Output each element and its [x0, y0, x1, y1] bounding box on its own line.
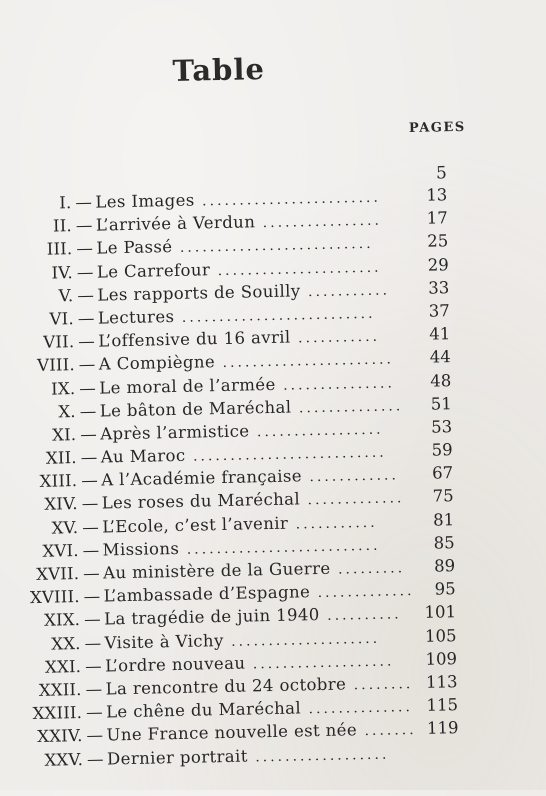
toc-entry-title: Une France nouvelle est née .......	[106, 720, 417, 745]
toc-entry-number: XXI.	[44, 656, 82, 677]
toc-entry-number: IV.	[51, 262, 74, 283]
toc-leader-dots: .......	[356, 722, 417, 740]
toc-entry-dash: —	[82, 517, 99, 537]
toc-leader-dots: ..........................	[185, 444, 387, 465]
toc-entry-number: XXII.	[38, 679, 82, 700]
toc-leader-dots: .............	[299, 490, 405, 509]
toc-entry-title: Missions ..........................	[102, 537, 381, 560]
toc-entry-title: L’offensive du 16 avril ...........	[98, 327, 381, 351]
toc-entry-page: 44	[429, 347, 451, 367]
toc-entry-number: XIII.	[39, 471, 78, 492]
toc-entry-page: 13	[426, 185, 448, 205]
toc-entry-title: Visite à Vichy ....................	[104, 630, 381, 653]
toc-entry-page: 25	[427, 231, 449, 252]
toc-entry-title: Le chêne du Maréchal ..............	[105, 698, 414, 722]
toc-leader-dots: ......................	[210, 259, 382, 279]
toc-entry-dash: —	[86, 725, 104, 746]
toc-entry-page: 67	[431, 463, 454, 483]
toc-entry-title: Le moral de l’armée ...............	[99, 374, 396, 398]
toc-entry-title: La tragédie de juin 1940 ..........	[103, 605, 402, 629]
toc-entry-title: A Compiègne .......................	[98, 351, 395, 374]
toc-entry-number: III.	[46, 239, 73, 260]
toc-entry-dash: —	[75, 215, 93, 236]
toc-entry-dash: —	[85, 679, 103, 699]
toc-leader-dots: .......................	[214, 351, 395, 372]
toc-entry-dash: —	[84, 633, 102, 653]
toc-entry-number: X.	[58, 401, 76, 422]
toc-entry-dash: —	[83, 586, 101, 607]
toc-entry-title: L’ordre nouveau ...................	[104, 653, 395, 676]
toc-leader-dots: ..........................	[172, 236, 374, 257]
first-page-number: 5	[435, 163, 448, 184]
toc-entry-title: L’Ecole, c’est l’avenir ...........	[101, 513, 378, 537]
toc-entry-page: 101	[424, 602, 457, 623]
toc-leader-dots: .........	[330, 560, 406, 578]
toc-entry-dash: —	[78, 354, 96, 375]
toc-entry-dash: —	[80, 447, 98, 468]
toc-entry-title: Le Carrefour ......................	[96, 259, 382, 282]
toc-entry-title: Les Images ........................	[95, 189, 382, 212]
toc-entry-number: V.	[58, 285, 74, 306]
toc-entry-dash: —	[86, 749, 104, 769]
toc-entry-title: L’ambassade d’Espagne .............	[103, 582, 415, 606]
toc-entry-title: Le Passé ..........................	[96, 236, 374, 258]
toc-entry-title: Dernier portrait ..................	[106, 746, 390, 768]
toc-leader-dots: ...................	[245, 653, 395, 673]
toc-entry-number: XXIII.	[32, 703, 83, 724]
toc-entry-page: 17	[426, 208, 449, 228]
toc-leader-dots: ..............	[300, 699, 414, 718]
toc-entry-number: XVIII.	[29, 587, 80, 608]
toc-entry-page: 81	[432, 509, 455, 530]
toc-leader-dots: .................	[249, 421, 384, 441]
toc-entry-dash: —	[77, 308, 95, 328]
toc-entry-page: 41	[429, 324, 451, 344]
toc-leader-dots: ................	[255, 212, 383, 232]
toc-entry-number: XII.	[45, 448, 77, 468]
toc-entry-title: Lectures ..........................	[97, 305, 376, 328]
toc-entry-title: Les roses du Maréchal .............	[101, 489, 405, 513]
toc-entry-page: 37	[428, 301, 450, 321]
toc-entry-number: VII.	[43, 332, 75, 352]
toc-entry-title: A l’Académie française ............	[101, 466, 400, 490]
toc-entry-title: Au ministère de la Guerre .........	[102, 558, 406, 583]
toc-entry-page: 115	[426, 695, 459, 715]
toc-leader-dots: ...........	[290, 328, 381, 347]
toc-entry-title: L’arrivée à Verdun ................	[95, 212, 383, 235]
toc-leader-dots: ...........	[300, 282, 391, 301]
toc-leader-dots: .............	[310, 583, 415, 602]
page-title: Table	[172, 52, 266, 88]
toc-entry-dash: —	[79, 378, 96, 398]
toc-leader-dots: ....................	[223, 630, 381, 650]
toc-entry-dash: —	[81, 470, 98, 491]
toc-entry-number: XV.	[51, 517, 79, 538]
toc-entry-dash: —	[75, 192, 93, 213]
toc-entry-dash: —	[82, 563, 100, 583]
toc-entry-number: XXIV.	[37, 726, 83, 747]
toc-entry-title: Après l’armistice .................	[100, 421, 384, 444]
toc-entry-number: XX.	[51, 633, 81, 654]
toc-entry-page: 89	[433, 556, 456, 576]
toc-entry-number: XVII.	[36, 564, 80, 584]
toc-entry-number: XXV.	[44, 749, 84, 770]
toc-leader-dots: ..........................	[179, 537, 381, 558]
toc-entry-number: II.	[52, 216, 73, 236]
toc-leader-dots: ..................	[247, 746, 390, 766]
toc-leader-dots: ........	[346, 675, 414, 694]
toc-entry-page: 33	[428, 277, 450, 298]
toc-entry-page: 75	[432, 486, 454, 507]
toc-entry-number: I.	[59, 193, 72, 213]
toc-entry-number: VIII.	[36, 355, 76, 376]
toc-entry-title: Au Maroc ..........................	[100, 444, 387, 467]
toc-entry-page: 48	[430, 370, 452, 391]
toc-entry-dash: —	[79, 401, 97, 421]
toc-entry-number: XIX.	[43, 610, 81, 631]
toc-entry-page: 119	[426, 718, 459, 739]
toc-entry-page: 59	[431, 440, 453, 460]
toc-entry-dash: —	[76, 239, 94, 259]
toc-entry-dash: —	[84, 656, 102, 676]
toc-leader-dots: ..........	[319, 606, 402, 625]
toc-leader-dots: ...............	[275, 374, 396, 394]
toc-entry-dash: —	[81, 494, 99, 514]
toc-entry-page: 51	[430, 393, 452, 414]
toc-entry-page: 29	[427, 254, 449, 275]
pages-column-header: PAGES	[408, 119, 466, 137]
toc-entry-title: Les rapports de Souilly ...........	[97, 281, 391, 305]
toc-entry-number: XVI.	[42, 540, 79, 561]
toc-entry-number: XIV.	[44, 494, 78, 515]
toc-leader-dots: ..........................	[174, 305, 376, 326]
toc-entry-dash: —	[80, 424, 97, 444]
toc-entry-number: XI.	[51, 424, 77, 445]
table-of-contents	[0, 181, 546, 772]
toc-entry-page: 53	[430, 417, 453, 437]
toc-entry-dash: —	[76, 262, 94, 282]
toc-entry-page: 113	[425, 672, 458, 692]
toc-leader-dots: ..............	[291, 397, 404, 417]
toc-entry-number: VI.	[49, 309, 75, 329]
toc-entry-page: 85	[433, 532, 455, 553]
toc-entry-dash: —	[77, 285, 95, 305]
toc-leader-dots: ........................	[194, 189, 382, 210]
toc-entry-page: 95	[434, 579, 456, 599]
toc-entry-dash: —	[83, 609, 101, 630]
toc-leader-dots: ...........	[288, 514, 378, 533]
toc-entry-page: 109	[425, 648, 458, 669]
toc-entry-dash: —	[78, 331, 96, 352]
toc-entry-page: 105	[424, 625, 457, 646]
toc-leader-dots: ............	[301, 467, 400, 486]
toc-entry-title: La rencontre du 24 octobre ........	[105, 674, 414, 699]
toc-entry-dash: —	[82, 540, 100, 560]
toc-entry-number: IX.	[50, 378, 76, 399]
toc-entry-page	[409, 740, 459, 741]
toc-entry-title: Le bâton de Maréchal ..............	[99, 397, 404, 421]
toc-entry-dash: —	[85, 702, 103, 723]
